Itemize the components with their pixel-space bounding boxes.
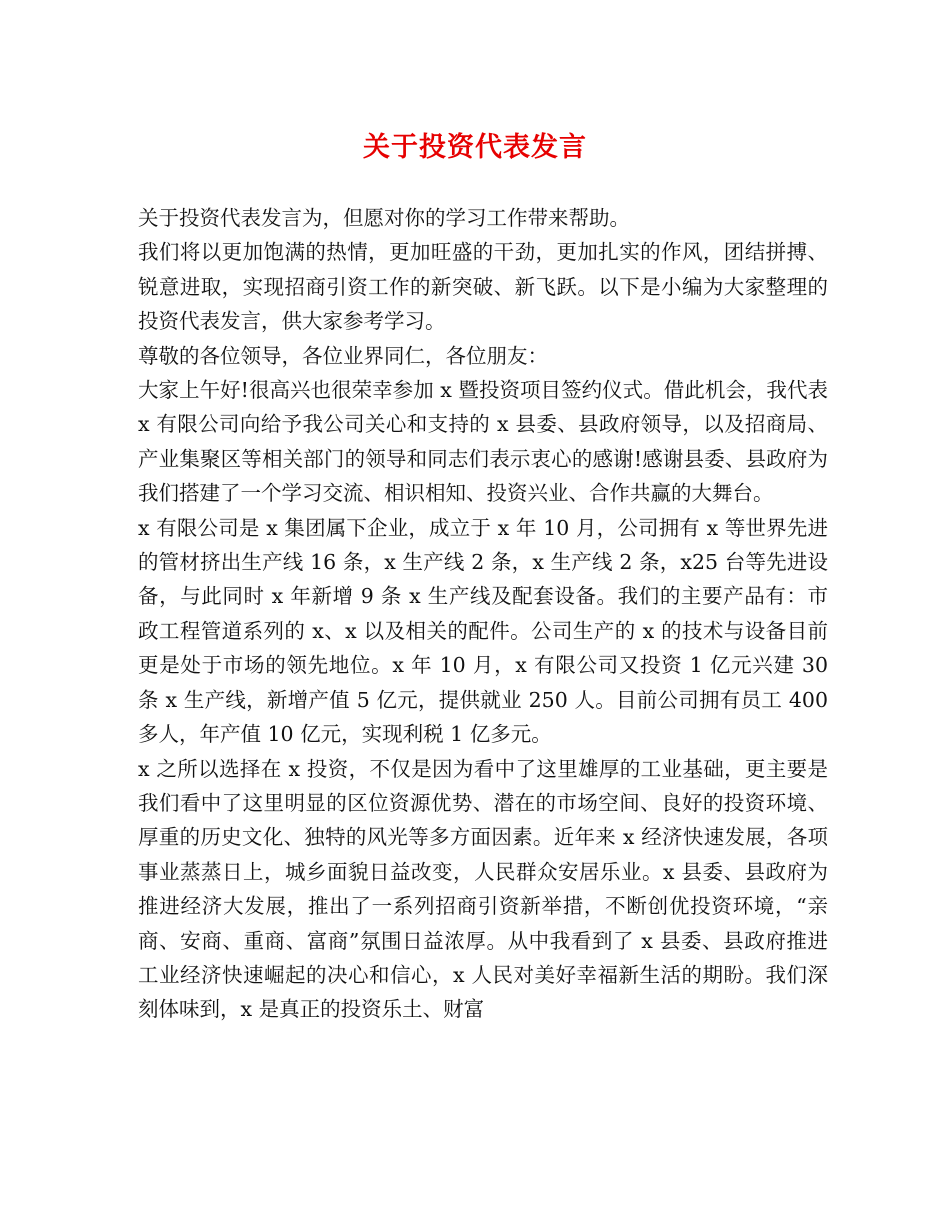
document-body (138, 201, 828, 1027)
paragraph-salutation: 尊敬的各位领导，各位业界同仁，各位朋友： (138, 343, 548, 368)
paragraph-company-profile: x 有限公司是 x 集团属下企业，成立于 x 年 10 月，公司拥有 x 等世界先进的管材挤出生产线 16 条，x 生产线 2 条，x 生产线 2 条，x25 台等先进设备，与此同时 x 年新增 9 条 x 生产线及配套设备。我们的主要产品有：市政工程管道系列的 x、x 以及相关的配件。公司生产的 x 的技术与设备目前更是处于市场的领先地位。x 年 10 月，x 有限公司又投资 1 亿元兴建 30 条 x 生产线，新增产值 5 亿元，提供就业 250 人。目前公司拥有员工 400 多人，年产值 10 亿元，实现利税 1 亿多元。 (138, 515, 828, 747)
paragraph-intro: 关于投资代表发言为，但愿对你的学习工作带来帮助。 (138, 206, 630, 230)
document-title: 关于投资代表发言 (363, 132, 587, 163)
paragraph-investment-reasons: x 之所以选择在 x 投资，不仅是因为看中了这里雄厚的工业基础，更主要是我们看中了这里明显的区位资源优势、潜在的市场空间、良好的投资环境、厚重的历史文化、独特的风光等多方面因素。近年来 x 经济快速发展，各项事业蒸蒸日上，城乡面貌日益改变，人民群众安居乐业。x 县委、县政府为推进经济大发展，推出了一系列招商引资新举措，不断创优投资环境，“亲商、安商、重商、富商”氛围日益浓厚。从中我看到了 x 县委、县政府推进工业经济快速崛起的决心和信心，x 人民对美好幸福新生活的期盼。我们深刻体味到，x 是真正的投资乐土、财富 (138, 756, 828, 1022)
paragraph-greeting: 大家上午好!很高兴也很荣幸参加 x 暨投资项目签约仪式。借此机会，我代表 x 有限公司向给予我公司关心和支持的 x 县委、县政府领导，以及招商局、产业集聚区等相关部门的领导和同志们表示衷心的感谢!感谢县委、县政府为我们搭建了一个学习交流、相识相知、投资兴业、合作共赢的大舞台。 (138, 378, 828, 506)
paragraph-summary: 我们将以更加饱满的热情，更加旺盛的干劲，更加扎实的作风，团结拼搏、锐意进取，实现招商引资工作的新突破、新飞跃。以下是小编为大家整理的投资代表发言，供大家参考学习。 (138, 240, 828, 334)
